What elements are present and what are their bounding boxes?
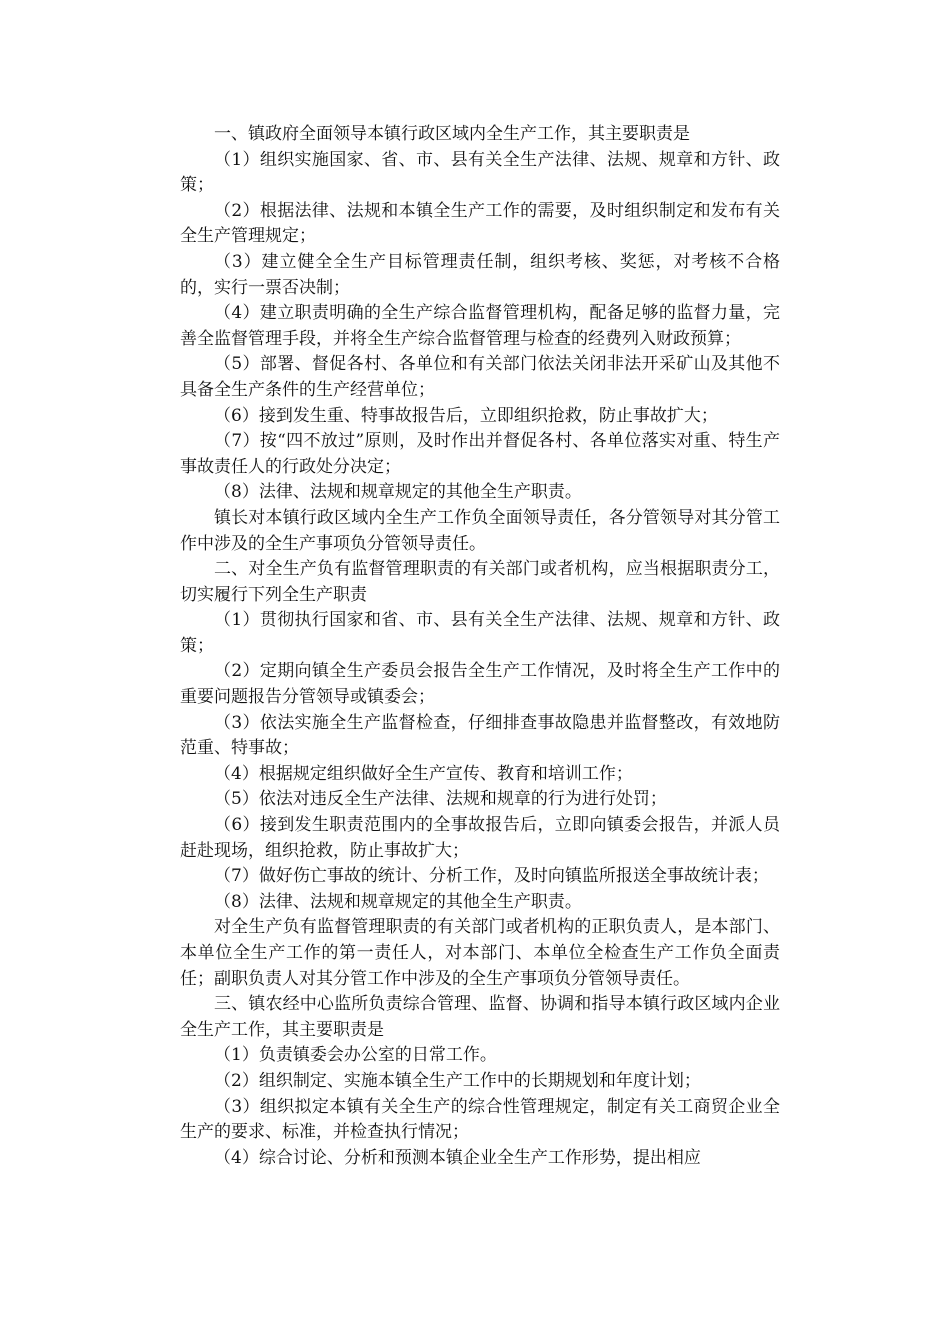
- paragraph-item: （1）贯彻执行国家和省、市、县有关全生产法律、法规、规章和方针、政策；: [180, 610, 780, 656]
- paragraph-item: （7）做好伤亡事故的统计、分析工作，及时向镇监所报送全事故统计表；: [214, 866, 769, 887]
- paragraph-responsibility-note: 对全生产负有监督管理职责的有关部门或者机构的正职负责人，是本部门、本单位全生产工作的第一责任人，对本部门、本单位全检查生产工作负全面责任；副职负责人对其分管工作中涉及的全生产事项负分管领导责任。: [180, 917, 780, 989]
- paragraph-item: （4）根据规定组织做好全生产宣传、教育和培训工作；: [214, 763, 633, 784]
- paragraph-section-2-heading: 二、对全生产负有监督管理职责的有关部门或者机构，应当根据职责分工，切实履行下列全生产职责: [180, 559, 780, 605]
- paragraph-item: （3）依法实施全生产监督检查，仔细排查事故隐患并监督整改，有效地防范重、特事故；: [180, 712, 780, 759]
- paragraph-item: （6）接到发生重、特事故报告后，立即组织抢救，防止事故扩大；: [214, 405, 718, 426]
- paragraph-item: （4）建立职责明确的全生产综合监督管理机构，配备足够的监督力量，完善全监督管理手段，并将全生产综合监督管理与检查的经费列入财政预算；: [180, 303, 780, 349]
- paragraph-item: （2）定期向镇全生产委员会报告全生产工作情况，及时将全生产工作中的重要问题报告分管领导或镇委会；: [180, 661, 780, 708]
- paragraph-item: （3）建立健全全生产目标管理责任制，组织考核、奖惩，对考核不合格的，实行一票否决制；: [180, 251, 780, 298]
- paragraph-section-1-heading: 一、镇政府全面领导本镇行政区域内全生产工作，其主要职责是: [214, 124, 690, 144]
- paragraph-item: （1）负责镇委会办公室的日常工作。: [214, 1045, 497, 1066]
- paragraph-item: （8）法律、法规和规章规定的其他全生产职责。: [214, 891, 582, 912]
- paragraph-item: （6）接到发生职责范围内的全事故报告后，立即向镇委会报告，并派人员赶赴现场，组织抢救，防止事故扩大；: [180, 815, 780, 861]
- paragraph-responsibility-note: 镇长对本镇行政区域内全生产工作负全面领导责任，各分管领导对其分管工作中涉及的全生产事项负分管领导责任。: [180, 507, 780, 554]
- paragraph-item: （7）按“四不放过”原则，及时作出并督促各村、各单位落实对重、特生产事故责任人的行政处分决定；: [180, 431, 780, 477]
- document-body: [180, 122, 780, 1171]
- paragraph-item: （4）综合讨论、分析和预测本镇企业全生产工作形势，提出相应: [214, 1147, 701, 1168]
- paragraph-item: （5）部署、督促各村、各单位和有关部门依法关闭非法开采矿山及其他不具备全生产条件的生产经营单位；: [180, 354, 780, 400]
- paragraph-item: （2）根据法律、法规和本镇全生产工作的需要，及时组织制定和发布有关全生产管理规定；: [180, 200, 780, 247]
- paragraph-item: （1）组织实施国家、省、市、县有关全生产法律、法规、规章和方针、政策；: [180, 149, 780, 196]
- paragraph-item: （3）组织拟定本镇有关全生产的综合性管理规定，制定有关工商贸企业全生产的要求、标准，并检查执行情况；: [180, 1096, 780, 1143]
- paragraph-item: （5）依法对违反全生产法律、法规和规章的行为进行处罚；: [214, 789, 667, 810]
- paragraph-item: （8）法律、法规和规章规定的其他全生产职责。: [214, 482, 582, 503]
- paragraph-section-3-heading: 三、镇农经中心监所负责综合管理、监督、协调和指导本镇行政区域内企业全生产工作，其主要职责是: [180, 994, 780, 1040]
- paragraph-item: （2）组织制定、实施本镇全生产工作中的长期规划和年度计划；: [214, 1070, 701, 1091]
